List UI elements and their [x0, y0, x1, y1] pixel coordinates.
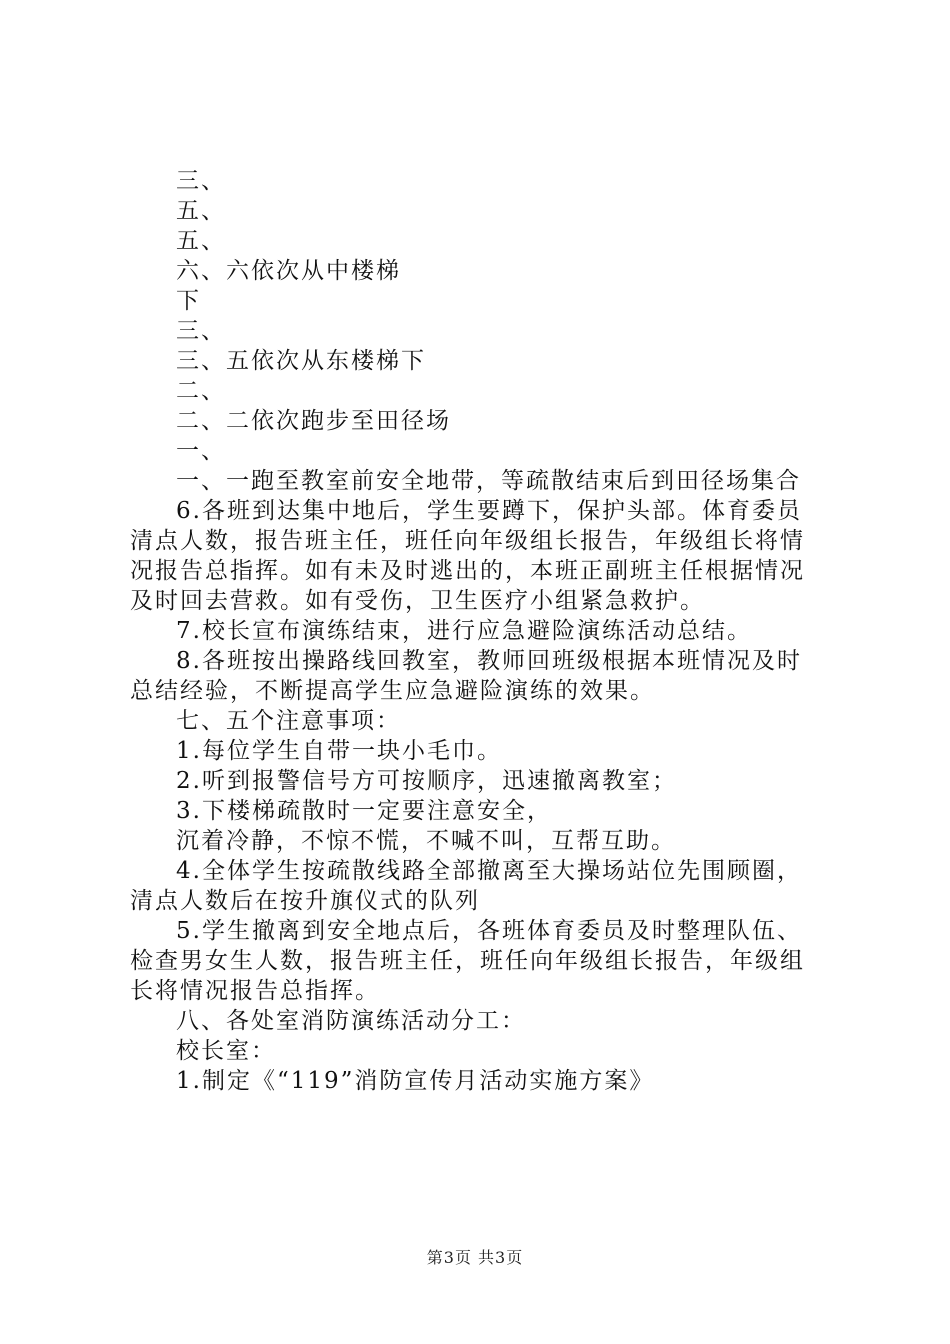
text-line: 五、	[176, 198, 226, 224]
document-body	[130, 166, 830, 1096]
section-heading: 七、五个注意事项：	[176, 708, 401, 734]
list-item: 沉着冷静，不惊不慌，不喊不叫，互帮互助。	[176, 828, 676, 854]
paragraph-line: 总结经验，不断提高学生应急避险演练的效果。	[130, 678, 655, 704]
text-line: 一、一跑至教室前安全地带，等疏散结束后到田径场集合	[176, 468, 801, 494]
paragraph-line: 7.校长宣布演练结束，进行应急避险演练活动总结。	[176, 618, 752, 644]
list-item: 1.制定《“119”消防宣传月活动实施方案》	[176, 1068, 655, 1094]
paragraph-line: 及时回去营救。如有受伤，卫生医疗小组紧急救护。	[130, 588, 705, 614]
list-item: 3.下楼梯疏散时一定要注意安全，	[176, 798, 552, 824]
paragraph-line: 清点人数，报告班主任，班任向年级组长报告，年级组长将情	[130, 528, 805, 554]
text-line: 三、五依次从东楼梯下	[176, 348, 426, 374]
page-footer: 第3页 共3页	[426, 1248, 524, 1267]
text-line: 五、	[176, 228, 226, 254]
list-item: 检查男女生人数，报告班主任，班任向年级组长报告，年级组	[130, 948, 805, 974]
text-line: 一、	[176, 438, 226, 464]
subheading: 校长室：	[176, 1038, 276, 1064]
list-item: 1.每位学生自带一块小毛巾。	[176, 738, 502, 764]
text-line: 二、二依次跑步至田径场	[176, 408, 451, 434]
text-line: 三、	[176, 168, 226, 194]
list-item: 长将情况报告总指挥。	[130, 978, 380, 1004]
paragraph-line: 8.各班按出操路线回教室，教师回班级根据本班情况及时	[176, 648, 802, 674]
section-heading: 八、各处室消防演练活动分工：	[176, 1008, 526, 1034]
paragraph-line: 6.各班到达集中地后，学生要蹲下，保护头部。体育委员	[176, 498, 802, 524]
text-line: 下	[176, 288, 201, 314]
list-item: 5.学生撤离到安全地点后，各班体育委员及时整理队伍、	[176, 918, 802, 944]
text-line: 六、六依次从中楼梯	[176, 258, 401, 284]
text-line: 二、	[176, 378, 226, 404]
list-item: 清点人数后在按升旗仪式的队列	[130, 888, 480, 914]
paragraph-line: 况报告总指挥。如有未及时逃出的，本班正副班主任根据情况	[130, 558, 805, 584]
text-line: 三、	[176, 318, 226, 344]
list-item: 2.听到报警信号方可按顺序，迅速撤离教室；	[176, 768, 677, 794]
list-item: 4.全体学生按疏散线路全部撤离至大操场站位先围顾圈，	[176, 858, 802, 884]
